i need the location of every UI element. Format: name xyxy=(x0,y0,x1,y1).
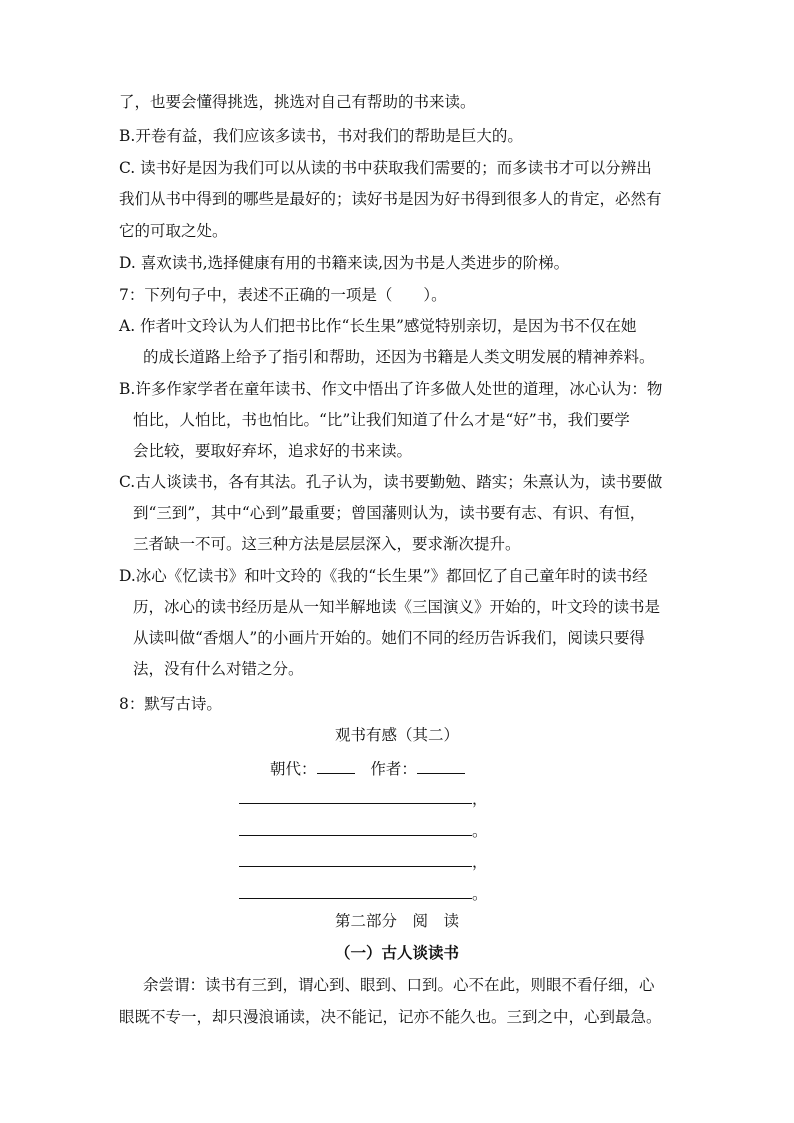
option-c-line: C. 读书好是因为我们可以从读的书中获取我们需要的；而多读书才可以分辨出 xyxy=(119,159,652,177)
passage-line: 眼既不专一，却只漫浪诵读，决不能记，记亦不能久也。三到之中，心到最急。 xyxy=(119,1008,662,1026)
question-8: 8：默写古诗。 xyxy=(119,695,222,713)
question-7: 7：下列句子中，表述不正确的一项是（ ）。 xyxy=(119,286,447,304)
text-line: 从读叫做“香烟人”的小画片开始的。她们不同的经历告诉我们，阅读只要得 xyxy=(133,629,645,647)
option-a-line: A. 作者叶文玲认为人们把书比作“长生果”感觉特别亲切，是因为书不仅在她 xyxy=(119,317,637,335)
text-line: 了，也要会懂得挑选，挑选对自己有帮助的书来读。 xyxy=(119,93,476,111)
option-b-line: B.开卷有益，我们应该多读书，书对我们的帮助是巨大的。 xyxy=(119,127,523,145)
text-line: 历，冰心的读书经历是从一知半解地读《三国演义》开始的，叶文玲的读书是 xyxy=(133,598,661,616)
option-c-line: C.古人谈读书，各有其法。孔子认为，读书要勤勉、踏实；朱熹认为，读书要做 xyxy=(119,473,663,491)
dynasty-label: 朝代： xyxy=(270,760,317,778)
option-d-line: D. 喜欢读书,选择健康有用的书籍来读,因为书是人类进步的阶梯。 xyxy=(119,254,570,272)
author-blank[interactable] xyxy=(417,759,465,774)
text-line: 法，没有什么对错之分。 xyxy=(133,660,304,678)
option-b-line: B.许多作家学者在童年读书、作文中悟出了许多做人处世的道理，冰心认为：物 xyxy=(119,380,663,398)
poem-line-ending: 。 xyxy=(472,822,488,840)
poem-line-ending: ， xyxy=(472,853,488,871)
poem-line-ending: ， xyxy=(472,790,488,808)
author-label: 作者： xyxy=(370,760,417,778)
poem-blank-line-2[interactable] xyxy=(239,835,472,836)
poem-blank-line-1[interactable] xyxy=(239,803,472,804)
poem-meta xyxy=(270,759,465,779)
poem-blank-line-4[interactable] xyxy=(239,898,472,899)
text-line: 怕比，人怕比，书也怕比。“比”让我们知道了什么才是“好”书，我们要学 xyxy=(133,411,630,429)
section-subtitle: （一）古人谈读书 xyxy=(334,943,459,962)
text-line: 到“三到”，其中“心到”最重要；曾国藩则认为，读书要有志、有识、有恒， xyxy=(133,504,646,522)
poem-title: 观书有感（其二） xyxy=(334,726,459,744)
passage-line: 余尝谓：读书有三到，谓心到、眼到、口到。心不在此，则眼不看仔细，心 xyxy=(143,976,655,994)
text-line: 我们从书中得到的哪些是最好的；读好书是因为好书得到很多人的肯定，必然有 xyxy=(119,190,662,208)
poem-blank-line-3[interactable] xyxy=(239,866,472,867)
poem-line-ending: 。 xyxy=(472,885,488,903)
text-line: 会比较，要取好弃坏，追求好的书来读。 xyxy=(133,442,413,460)
dynasty-blank[interactable] xyxy=(317,759,355,774)
text-line: 它的可取之处。 xyxy=(119,222,228,240)
text-line: 的成长道路上给予了指引和帮助，还因为书籍是人类文明发展的精神养料。 xyxy=(143,348,655,366)
section-title: 第二部分 阅 读 xyxy=(334,912,459,930)
option-d-line: D.冰心《忆读书》和叶文玲的《我的“长生果”》都回忆了自己童年时的读书经 xyxy=(119,567,648,585)
text-line: 三者缺一不可。这三种方法是层层深入，要求渐次提升。 xyxy=(133,535,521,553)
